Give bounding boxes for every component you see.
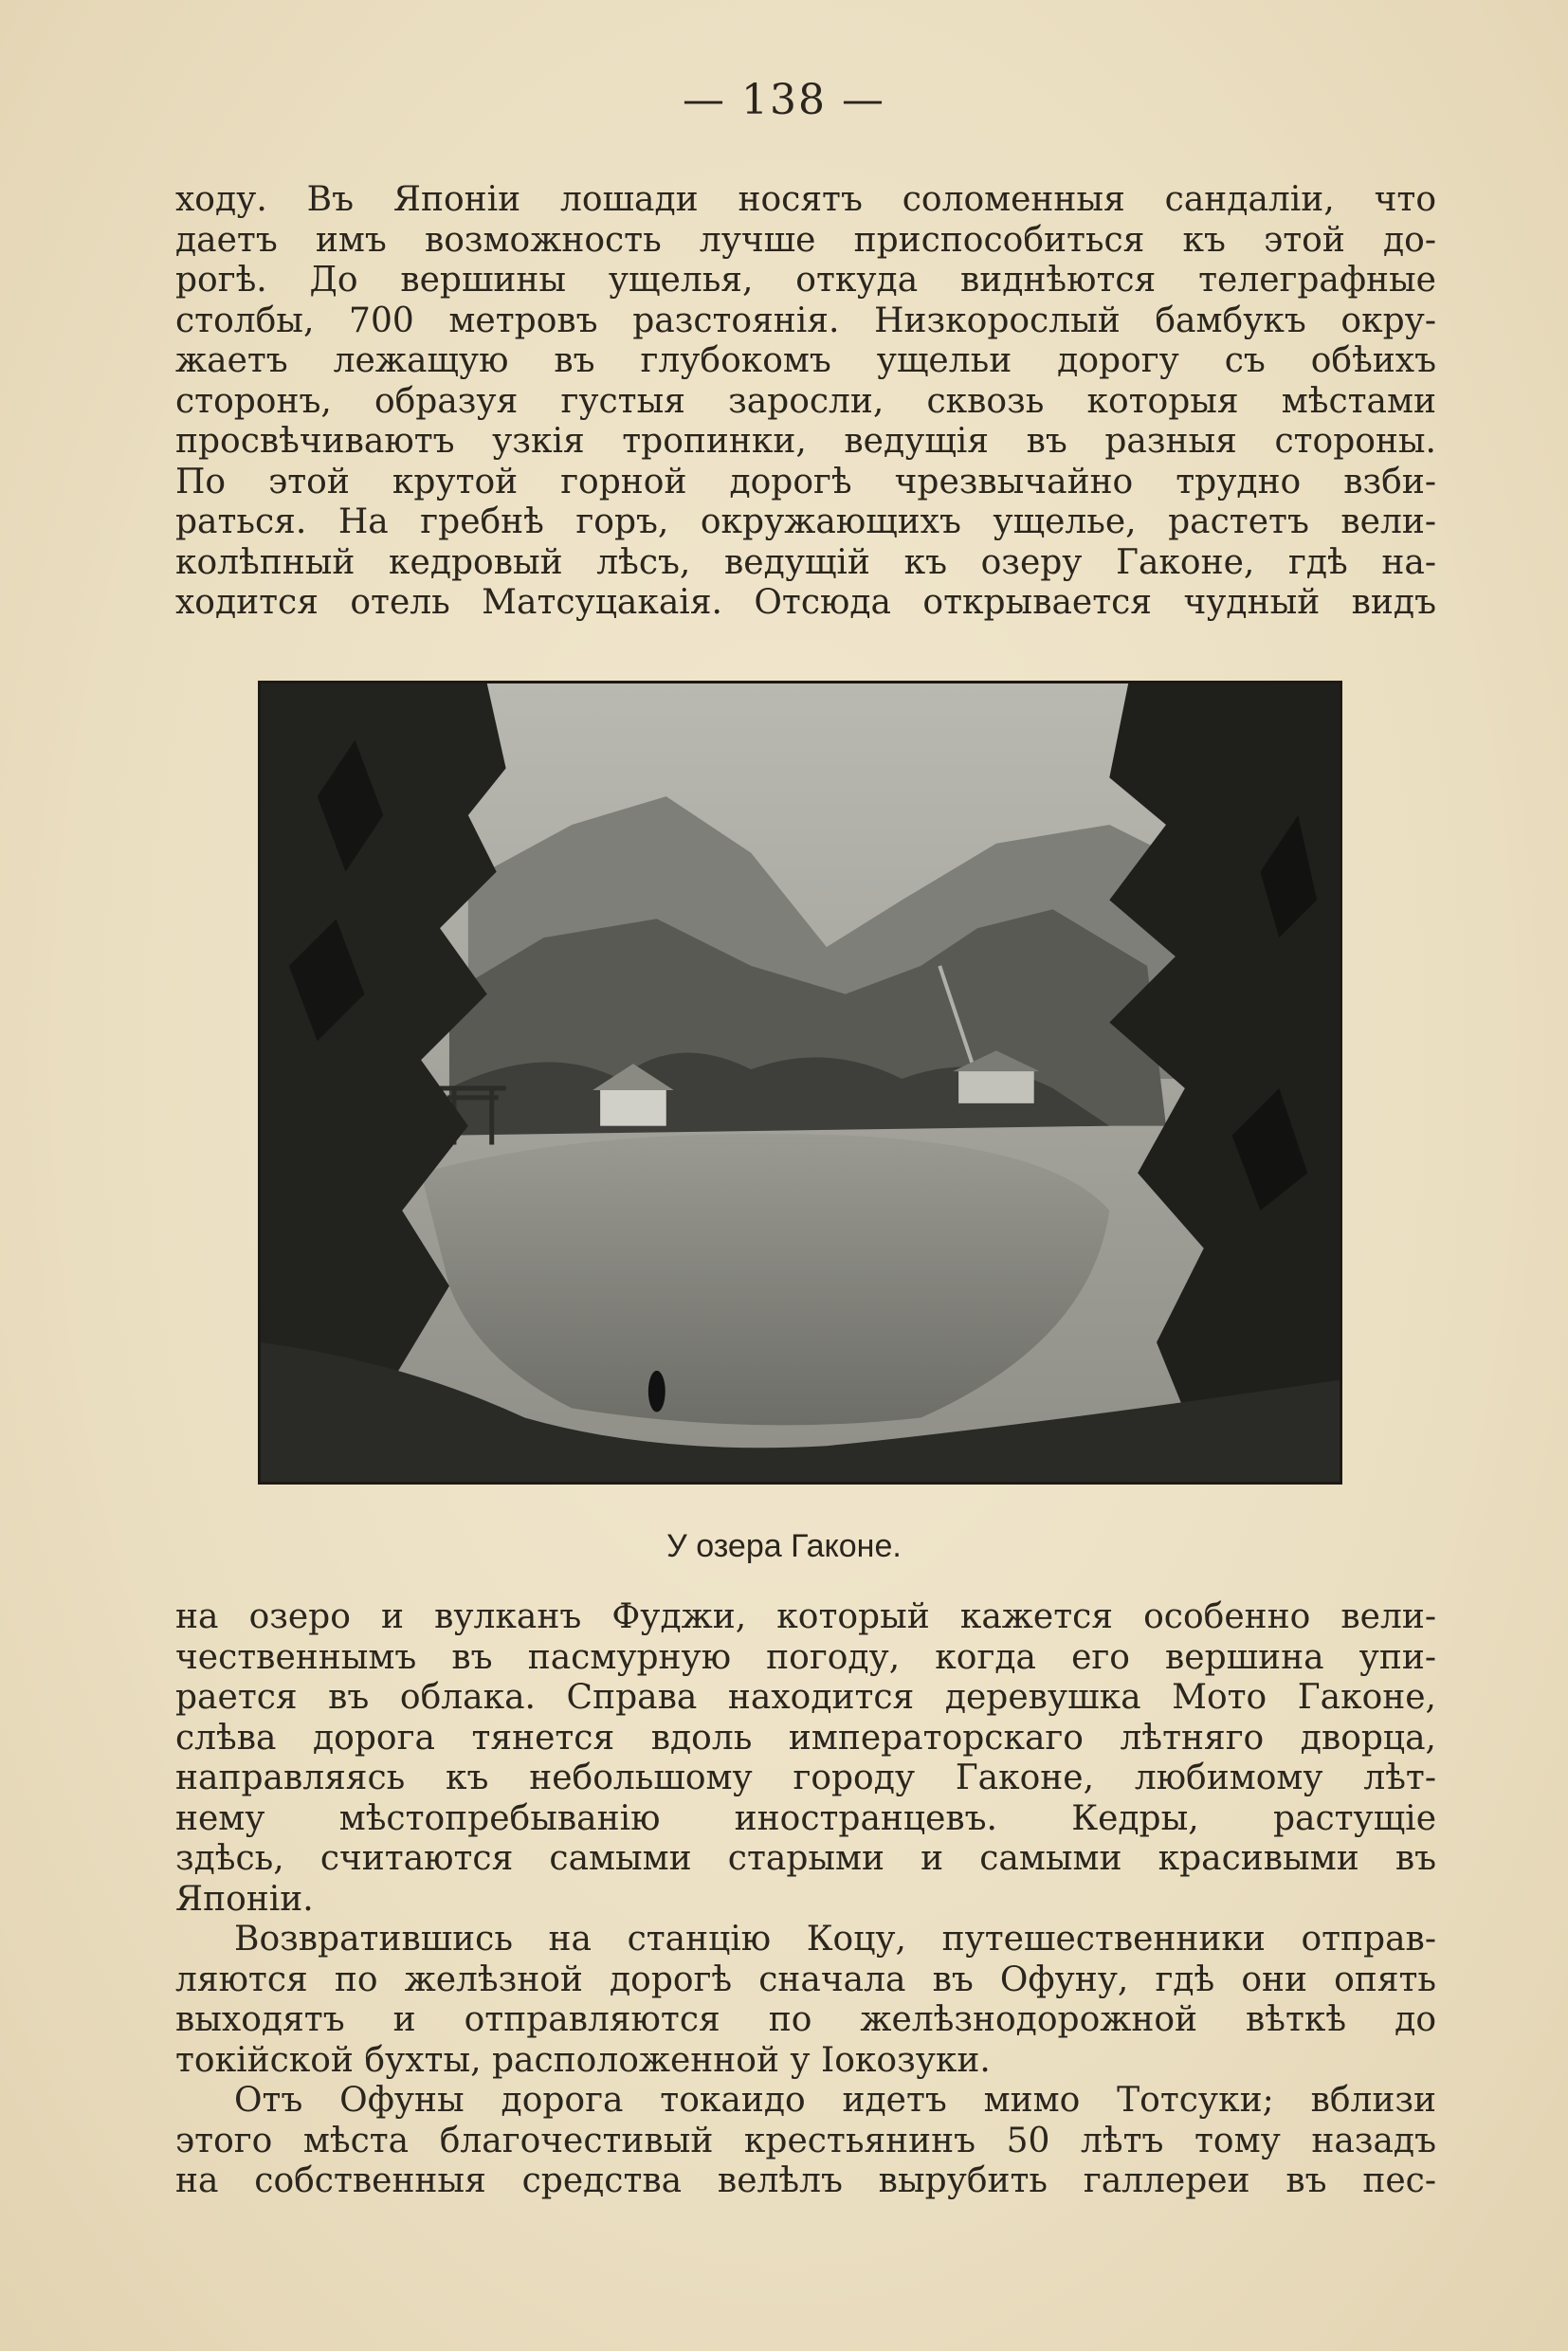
text-line: колѣпный кедровый лѣсъ, ведущій къ озеру Гаконе, гдѣ на-: [175, 542, 1436, 582]
text-line: жаетъ лежащую въ глубокомъ ущельи дорогу съ обѣихъ: [175, 341, 1436, 380]
text-line: ляются по желѣзной дорогѣ сначала въ Офуну, гдѣ они опять: [175, 1959, 1436, 1999]
text-block-bottom: [175, 1597, 1436, 2202]
text-line: на озеро и вулканъ Фуджи, который кажется особенно вели-: [175, 1597, 1436, 1636]
text-line: По этой крутой горной дорогѣ чрезвычайно трудно взби-: [175, 462, 1436, 501]
text-line: этого мѣста благочестивый крестьянинъ 50 лѣтъ тому назадъ: [175, 2121, 1436, 2160]
text-line: рогѣ. До вершины ущелья, откуда виднѣются телеграфные: [175, 261, 1436, 300]
text-line: Японіи.: [175, 1879, 314, 1919]
text-line: даетъ имъ возможность лучше приспособиться къ этой до-: [175, 220, 1436, 260]
text-line: выходятъ и отправляются по желѣзнодорожной вѣткѣ до: [175, 2000, 1436, 2039]
text-line: нему мѣстопребыванію иностранцевъ. Кедры, растущіе: [175, 1798, 1436, 1838]
text-line: слѣва дорога тянется вдоль императорскаго лѣтняго дворца,: [175, 1718, 1436, 1758]
text-line: на собственныя средства велѣлъ вырубить галлереи въ пес-: [175, 2161, 1436, 2200]
text-line: сторонъ, образуя густыя заросли, сквозь которыя мѣстами: [175, 381, 1436, 421]
text-line: Возвратившись на станцію Коцу, путешественники отправ-: [234, 1920, 1436, 1959]
figure-caption: У озера Гаконе.: [666, 1528, 902, 1564]
text-line: ходится отель Матсуцакаія. Отсюда открывается чудный видъ: [175, 583, 1436, 622]
text-line: здѣсь, считаются самыми старыми и самыми красивыми въ: [175, 1839, 1436, 1878]
text-line: рается въ облака. Справа находится деревушка Мото Гаконе,: [175, 1678, 1436, 1717]
page-number: — 138 —: [683, 76, 885, 124]
text-line: ходу. Въ Японіи лошади носятъ соломенныя сандаліи, что: [175, 180, 1436, 219]
text-line: Отъ Офуны дорога токаидо идетъ мимо Тотсуки; вблизи: [234, 2081, 1436, 2120]
text-line: столбы, 700 метровъ разстоянія. Низкорослый бамбукъ окру-: [175, 301, 1436, 340]
lake-hakone-photo: [258, 681, 1342, 1485]
text-line: токійской бухты, расположенной у Іокозуки.: [175, 2040, 991, 2080]
text-block-top: [175, 180, 1436, 624]
text-line: чественнымъ въ пасмурную погоду, когда его вершина упи-: [175, 1637, 1436, 1677]
text-line: просвѣчиваютъ узкія тропинки, ведущія въ разныя стороны.: [175, 422, 1436, 461]
lake-landscape-illustration: [261, 683, 1340, 1482]
text-line: направляясь къ небольшому городу Гаконе, любимому лѣт-: [175, 1759, 1436, 1797]
text-line: раться. На гребнѣ горъ, окружающихъ ущелье, растетъ вели-: [175, 502, 1436, 541]
